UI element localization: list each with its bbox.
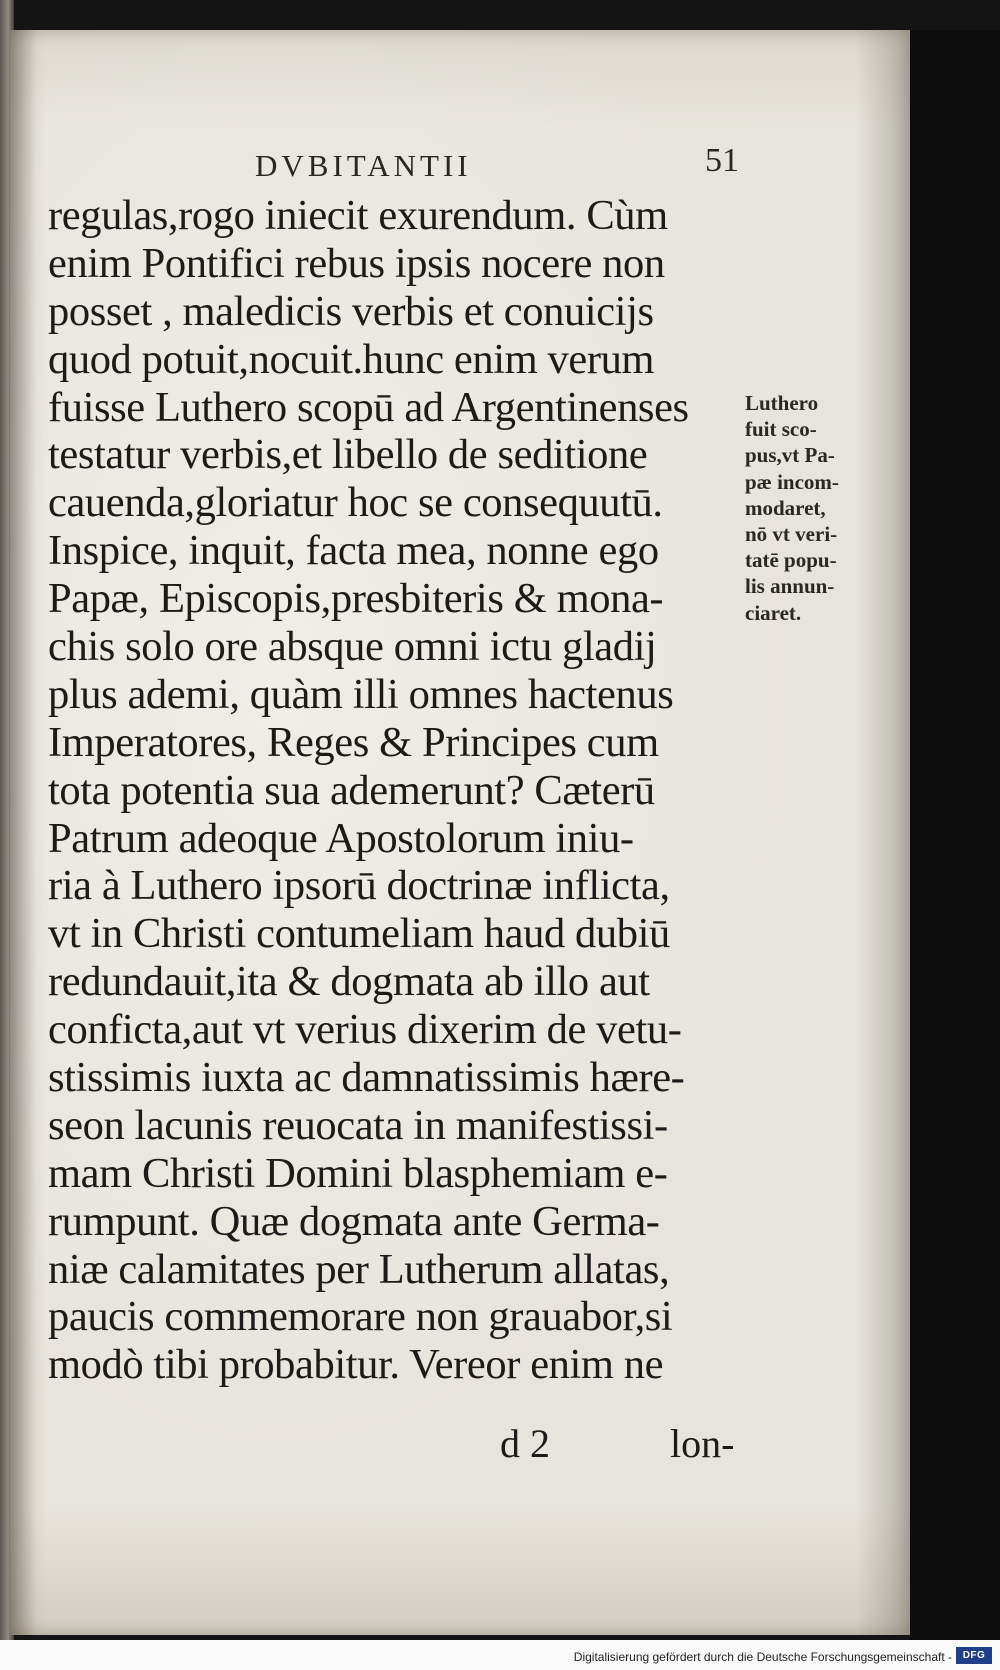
text-line: fuisse Luthero scopū ad Argentinenses bbox=[48, 383, 689, 431]
text-line: regulas,rogo iniecit exurendum. Cùm bbox=[48, 192, 668, 239]
text-line: tota potentia sua ademerunt? Cæterū bbox=[48, 766, 655, 814]
text-line: modò tibi probabitur. Vereor enim ne bbox=[48, 1341, 664, 1389]
text-line: seon lacunis reuocata in manifestissi- bbox=[48, 1101, 668, 1149]
text-line: paucis commemorare non grauabor,si bbox=[48, 1293, 673, 1341]
text-line: ria à Luthero ipsorū doctrinæ inflicta, bbox=[48, 862, 670, 910]
scan-background-strip bbox=[910, 30, 1000, 1640]
main-text-block bbox=[48, 192, 748, 1389]
text-line: mam Christi Domini blasphemiam e- bbox=[48, 1149, 668, 1197]
text-line: Patrum adeoque Apostolorum iniu- bbox=[48, 814, 634, 862]
page-number: 51 bbox=[705, 142, 739, 179]
catchword-line bbox=[10, 1420, 910, 1470]
text-line: vt in Christi contumeliam haud dubiū bbox=[48, 910, 670, 958]
marginal-note-line: pus,vt Pa- bbox=[745, 443, 835, 468]
text-line: stissimis iuxta ac damnatissimis hære- bbox=[48, 1054, 685, 1102]
marginal-note-line: Luthero bbox=[745, 391, 819, 415]
marginal-note bbox=[745, 390, 895, 626]
marginal-note-line: lis annun- bbox=[745, 574, 835, 599]
text-line: testatur verbis,et libello de seditione bbox=[48, 431, 648, 479]
text-line: Papæ, Episcopis,presbiteris & mona- bbox=[48, 575, 664, 623]
catchword: lon- bbox=[670, 1421, 735, 1466]
digitization-credit: Digitalisierung gefördert durch die Deutsche Forschungsgemeinschaft - bbox=[573, 1650, 952, 1664]
text-line: posset , maledicis verbis et conuicijs bbox=[48, 287, 654, 335]
text-line: Imperatores, Reges & Principes cum bbox=[48, 718, 659, 766]
text-line: niæ calamitates per Lutherum allatas, bbox=[48, 1245, 670, 1293]
book-page bbox=[10, 30, 910, 1635]
marginal-note-line: fuit sco- bbox=[745, 417, 817, 442]
text-line: enim Pontifici rebus ipsis nocere non bbox=[48, 239, 665, 287]
text-line: conficta,aut vt verius dixerim de vetu- bbox=[48, 1006, 682, 1054]
text-line: redundauit,ita & dogmata ab illo aut bbox=[48, 958, 650, 1006]
marginal-note-line: pæ incom- bbox=[745, 469, 839, 494]
text-line: Inspice, inquit, facta mea, nonne ego bbox=[48, 527, 659, 575]
text-line: rumpunt. Quæ dogmata ante Germa- bbox=[48, 1197, 660, 1245]
marginal-note-line: modaret, bbox=[745, 495, 826, 520]
running-head: DVBITANTII bbox=[255, 148, 472, 183]
text-line: chis solo ore absque omni ictu gladij bbox=[48, 623, 657, 671]
text-line: plus ademi, quàm illi omnes hactenus bbox=[48, 670, 674, 718]
gutter-shadow bbox=[10, 30, 36, 1635]
marginal-note-line: ciaret. bbox=[745, 600, 802, 625]
signature-mark: d 2 bbox=[500, 1421, 550, 1466]
text-line: quod potuit,nocuit.hunc enim verum bbox=[48, 335, 655, 383]
text-line: cauenda,gloriatur hoc se consequutū. bbox=[48, 479, 663, 527]
marginal-note-line: nō vt veri- bbox=[745, 521, 838, 546]
dfg-logo: DFG bbox=[956, 1647, 992, 1664]
marginal-note-line: tatē popu- bbox=[745, 548, 837, 573]
